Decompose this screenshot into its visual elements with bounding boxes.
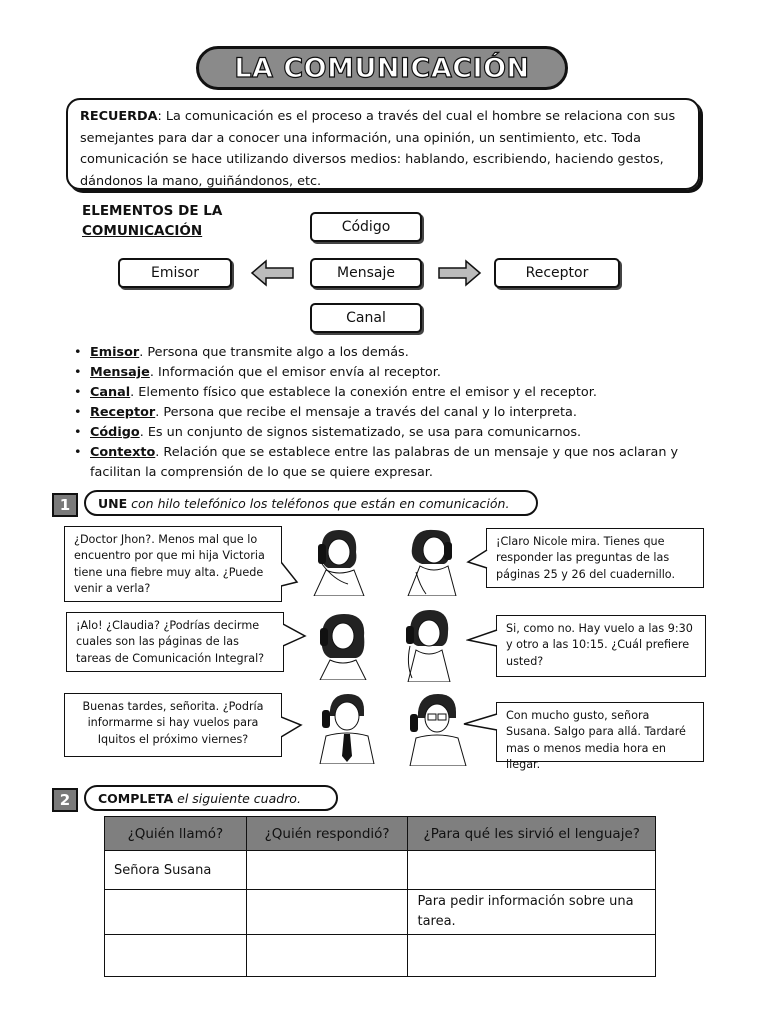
right-speech-bubble: [496, 702, 704, 771]
definition-text: . Información que el emisor envía al receptor.: [149, 365, 441, 380]
bubble-tail: [466, 628, 498, 652]
exercise1-number: 1: [59, 496, 71, 514]
diagram-mensaje-label: Mensaje: [337, 265, 395, 281]
definition-item: [72, 443, 702, 483]
left-speech-bubble: [64, 693, 282, 757]
right-bubble-text: Con mucho gusto, señora Susana. Salgo para allá. Tardaré mas o menos media hora en llegar.: [506, 709, 686, 771]
definition-item: [72, 343, 702, 363]
definition-item: [72, 383, 702, 403]
table-cell[interactable]: [246, 935, 408, 977]
definition-term: Contexto: [90, 445, 156, 460]
definition-item: [72, 363, 702, 383]
right-bubble-text: Si, como no. Hay vuelo a las 9:30 y otro a las 10:15. ¿Cuál prefiere usted?: [506, 622, 693, 668]
definition-term: Mensaje: [90, 365, 150, 380]
elements-heading-line2: COMUNICACIÓN: [82, 223, 203, 239]
exercise1-number-badge: [52, 493, 78, 517]
exercise2-instruction: [84, 785, 338, 811]
girl-phone-icon: [304, 522, 374, 596]
exercise2-number: 2: [59, 791, 71, 809]
exercise1-keyword: UNE: [98, 495, 128, 511]
definition-item: [72, 403, 702, 423]
definition-term: Código: [90, 425, 140, 440]
bubble-tail: [466, 548, 488, 572]
table-cell[interactable]: [105, 935, 247, 977]
definition-text: . Es un conjunto de signos sistematizado, se usa para comunicarnos.: [139, 425, 582, 440]
left-arrow-icon: [250, 258, 296, 288]
exercise2-number-badge: [52, 788, 78, 812]
right-speech-bubble: [486, 528, 704, 588]
recuerda-label: RECUERDA: [80, 109, 158, 124]
title-text: LA COMUNICACIÓN: [234, 52, 530, 84]
diagram-codigo-label: Código: [341, 219, 391, 235]
recuerda-text: : La comunicación es el proceso a través del cual el hombre se relaciona con sus semejantes para dar a conocer una información, una opinión, un sentimiento, etc. Toda comunicación se hace utilizando diversos medios: hablando, escribiendo, haciendo gestos, dándonos la mano, guiñándonos, etc.: [80, 109, 676, 189]
diagram-receptor-box: [494, 258, 620, 288]
diagram-canal-box: [310, 303, 422, 333]
table-header-row: [105, 817, 656, 851]
right-bubble-text: ¡Claro Nicole mira. Tienes que responder las preguntas de las páginas 25 y 26 del cuadernillo.: [496, 535, 676, 581]
answer-table: [104, 816, 656, 977]
diagram-codigo-box: [310, 212, 422, 242]
left-bubble-text: ¿Doctor Jhon?. Menos mal que lo encuentro por que mi hija Victoria tiene una fiebre muy alta. ¿Puede venir a verla?: [74, 533, 265, 595]
table-header-cell: ¿Para qué les sirvió el lenguaje?: [408, 817, 656, 851]
table-row: [105, 935, 656, 977]
table-cell[interactable]: [246, 890, 408, 935]
definition-term: Receptor: [90, 405, 156, 420]
left-speech-bubble: [66, 612, 284, 672]
definition-term: Emisor: [90, 345, 140, 360]
definitions-list: [72, 343, 702, 483]
elements-heading-line1: ELEMENTOS DE LA: [82, 203, 223, 219]
definition-item: [72, 423, 702, 443]
definition-term: Canal: [90, 385, 131, 400]
left-bubble-text: Buenas tardes, señorita. ¿Podría informarme si hay vuelos para Iquitos el próximo viernes?: [82, 700, 264, 746]
left-bubble-text: ¡Alo! ¿Claudia? ¿Podrías decirme cuales son las páginas de las tareas de Comunicación Integral?: [76, 619, 265, 665]
definition-text: . Elemento físico que establece la conexión entre el emisor y el receptor.: [130, 385, 597, 400]
diagram-mensaje-box: [310, 258, 422, 288]
exercise2-keyword: COMPLETA: [98, 790, 174, 806]
table-cell[interactable]: Señora Susana: [105, 851, 247, 890]
page-title: [196, 46, 568, 90]
table-cell[interactable]: [408, 935, 656, 977]
exercise1-instruction-text: con hilo telefónico los teléfonos que están en comunicación.: [131, 495, 510, 511]
table-row: [105, 851, 656, 890]
left-speech-bubble: [64, 526, 282, 602]
table-cell[interactable]: Para pedir información sobre una tarea.: [408, 890, 656, 935]
table-cell[interactable]: [246, 851, 408, 890]
diagram-emisor-label: Emisor: [151, 265, 199, 281]
elements-heading: [82, 201, 222, 241]
diagram-canal-label: Canal: [346, 310, 386, 326]
table-header-cell: ¿Quién llamó?: [105, 817, 247, 851]
girl-phone-icon: [398, 606, 460, 682]
girl-phone-icon: [396, 522, 466, 596]
bubble-tail: [281, 715, 305, 745]
bubble-tail: [283, 622, 309, 652]
man-phone-icon: [314, 690, 378, 764]
definition-text: . Persona que transmite algo a los demás.: [139, 345, 409, 360]
right-speech-bubble: [496, 615, 706, 677]
diagram-receptor-label: Receptor: [525, 265, 589, 281]
man-phone-icon: [404, 692, 470, 766]
recuerda-box: [66, 98, 700, 190]
exercise2-instruction-text: el siguiente cuadro.: [177, 790, 301, 806]
table-cell[interactable]: [105, 890, 247, 935]
definition-text: . Relación que se establece entre las palabras de un mensaje y que nos aclaran y facilitan la comprensión de lo que se quiere expresar.: [90, 445, 679, 480]
right-arrow-icon: [436, 258, 482, 288]
bubble-tail: [281, 560, 299, 590]
diagram-emisor-box: [118, 258, 232, 288]
table-row: [105, 890, 656, 935]
definition-text: . Persona que recibe el mensaje a través del canal y lo interpreta.: [155, 405, 577, 420]
exercise1-instruction: [84, 490, 538, 516]
girl-phone-icon: [310, 608, 376, 680]
table-header-cell: ¿Quién respondió?: [246, 817, 408, 851]
table-cell[interactable]: [408, 851, 656, 890]
